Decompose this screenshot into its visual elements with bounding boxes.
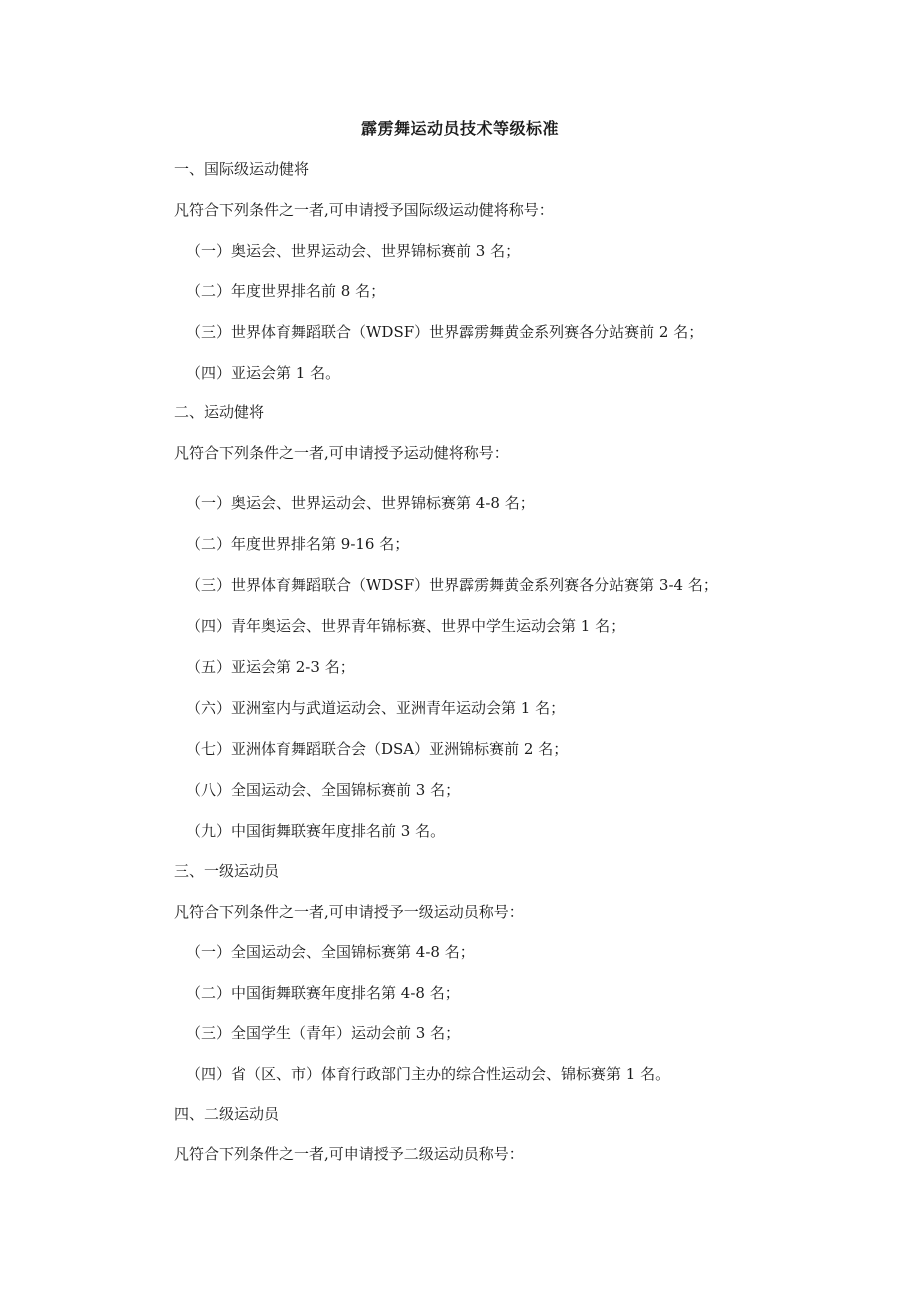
list-item: （三）世界体育舞蹈联合（WDSF）世界霹雳舞黄金系列赛各分站赛前 2 名；	[186, 323, 704, 341]
section-intro: 凡符合下列条件之一者,可申请授予运动健将称号：	[174, 444, 509, 462]
section-intro: 凡符合下列条件之一者,可申请授予国际级运动健将称号：	[174, 201, 554, 219]
list-item: （三）全国学生（青年）运动会前 3 名；	[186, 1024, 461, 1042]
list-item: （四）省（区、市）体育行政部门主办的综合性运动会、锦标赛第 1 名。	[186, 1065, 671, 1083]
list-item: （四）亚运会第 1 名。	[186, 364, 341, 382]
list-item: （一）奥运会、世界运动会、世界锦标赛前 3 名；	[186, 242, 521, 260]
document-title: 霹雳舞运动员技术等级标准	[360, 119, 559, 138]
list-item: （五）亚运会第 2-3 名；	[186, 658, 355, 676]
section-heading: 一、国际级运动健将	[174, 160, 310, 178]
list-item: （四）青年奥运会、世界青年锦标赛、世界中学生运动会第 1 名；	[186, 617, 626, 635]
section-heading: 二、运动健将	[174, 403, 265, 421]
list-item: （七）亚洲体育舞蹈联合会（DSA）亚洲锦标赛前 2 名；	[186, 740, 569, 758]
list-item: （二）中国街舞联赛年度排名第 4-8 名；	[186, 984, 460, 1002]
section-intro: 凡符合下列条件之一者,可申请授予一级运动员称号：	[174, 903, 524, 921]
list-item: （八）全国运动会、全国锦标赛前 3 名；	[186, 781, 461, 799]
list-item: （三）世界体育舞蹈联合（WDSF）世界霹雳舞黄金系列赛各分站赛第 3-4 名；	[186, 576, 718, 594]
list-item: （二）年度世界排名第 9-16 名；	[186, 535, 410, 553]
section-intro: 凡符合下列条件之一者,可申请授予二级运动员称号：	[174, 1145, 524, 1163]
list-item: （六）亚洲室内与武道运动会、亚洲青年运动会第 1 名；	[186, 699, 566, 717]
list-item: （一）奥运会、世界运动会、世界锦标赛第 4-8 名；	[186, 494, 535, 512]
list-item: （二）年度世界排名前 8 名；	[186, 282, 386, 300]
list-item: （一）全国运动会、全国锦标赛第 4-8 名；	[186, 943, 475, 961]
section-heading: 四、二级运动员	[174, 1105, 280, 1123]
section-heading: 三、一级运动员	[174, 862, 280, 880]
list-item: （九）中国街舞联赛年度排名前 3 名。	[186, 822, 446, 840]
